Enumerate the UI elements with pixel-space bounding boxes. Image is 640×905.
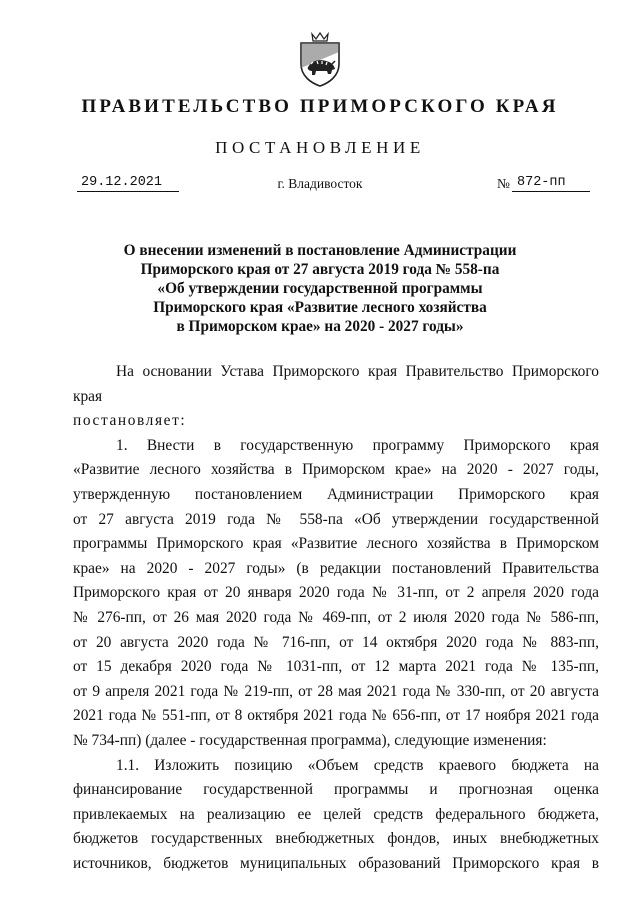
document-type: ПОСТАНОВЛЕНИЕ — [215, 138, 425, 157]
document-number: 872-пп — [512, 175, 590, 192]
item-1-line: «Развитие лесного хозяйства в Приморском крае» на 2020 - 2027 годы, — [73, 461, 599, 479]
title-line: О внесении изменений в постановление Администрации — [123, 242, 517, 259]
document-body — [73, 360, 599, 876]
item-1-1-line: финансирование государственной программы и прогнозная оценка — [73, 781, 599, 799]
title-line: Приморского края «Развитие лесного хозяйства — [153, 299, 487, 316]
document-date: 29.12.2021 — [77, 175, 179, 192]
item-1-1-line: привлекаемых на реализацию ее целей средств федерального бюджета, — [73, 805, 599, 823]
date-number-line — [0, 175, 640, 197]
item-1-1-line: источников, бюджетов муниципальных образований Приморского края в — [73, 854, 599, 872]
item-1-line: программы Приморского края «Развитие лесного хозяйства в Приморском — [73, 535, 599, 553]
number-sign: № — [497, 176, 510, 191]
item-1-line: 1. Внести в государственную программу Приморского края — [116, 436, 599, 454]
title-line: в Приморском крае» на 2020 - 2027 годы» — [176, 318, 464, 335]
item-1-line: № 734-пп) (далее - государственная программа), следующие изменения: — [73, 731, 547, 749]
preamble-verb: постановляет: — [73, 412, 187, 430]
preamble-line: На основании Устава Приморского края Правительство Приморского края — [73, 363, 599, 405]
item-1-line: Приморского края от 20 января 2020 года № 31-пп, от 2 апреля 2020 года — [73, 584, 599, 602]
item-1-1-line: 1.1. Изложить позицию «Объем средств краевого бюджета на — [116, 756, 599, 774]
item-1-line: от 20 августа 2020 года № 716-пп, от 14 октября 2020 года № 883-пп, — [73, 633, 599, 651]
coat-of-arms-icon — [296, 30, 344, 88]
item-1-line: утвержденную постановлением Администрации Приморского края — [73, 485, 599, 503]
title-line: Приморского края от 27 августа 2019 года № 558-па — [140, 261, 500, 278]
item-1-line: крае» на 2020 - 2027 годы» (в редакции постановлений Правительства — [73, 559, 599, 577]
document-title — [80, 241, 560, 336]
item-1-1-line: бюджетов государственных внебюджетных фондов, иных внебюджетных — [73, 830, 599, 848]
title-line: «Об утверждении государственной программы — [157, 280, 483, 297]
item-1-line: от 15 декабря 2020 года № 1031-пп, от 12 марта 2021 года № 135-пп, — [73, 658, 599, 676]
item-1-line: № 276-пп, от 26 мая 2020 года № 469-пп, от 2 июля 2020 года № 586-пп, — [73, 608, 599, 626]
organization-name: ПРАВИТЕЛЬСТВО ПРИМОРСКОГО КРАЯ — [81, 96, 559, 117]
item-1-line: от 27 августа 2019 года № 558-па «Об утверждении государственной — [73, 510, 599, 528]
item-1-line: 2021 года № 551-пп, от 8 октября 2021 года № 656-пп, от 17 ноября 2021 года — [73, 707, 599, 725]
document-city: г. Владивосток — [277, 176, 363, 191]
item-1-line: от 9 апреля 2021 года № 219-пп, от 28 мая 2021 года № 330-пп, от 20 августа — [73, 682, 599, 700]
